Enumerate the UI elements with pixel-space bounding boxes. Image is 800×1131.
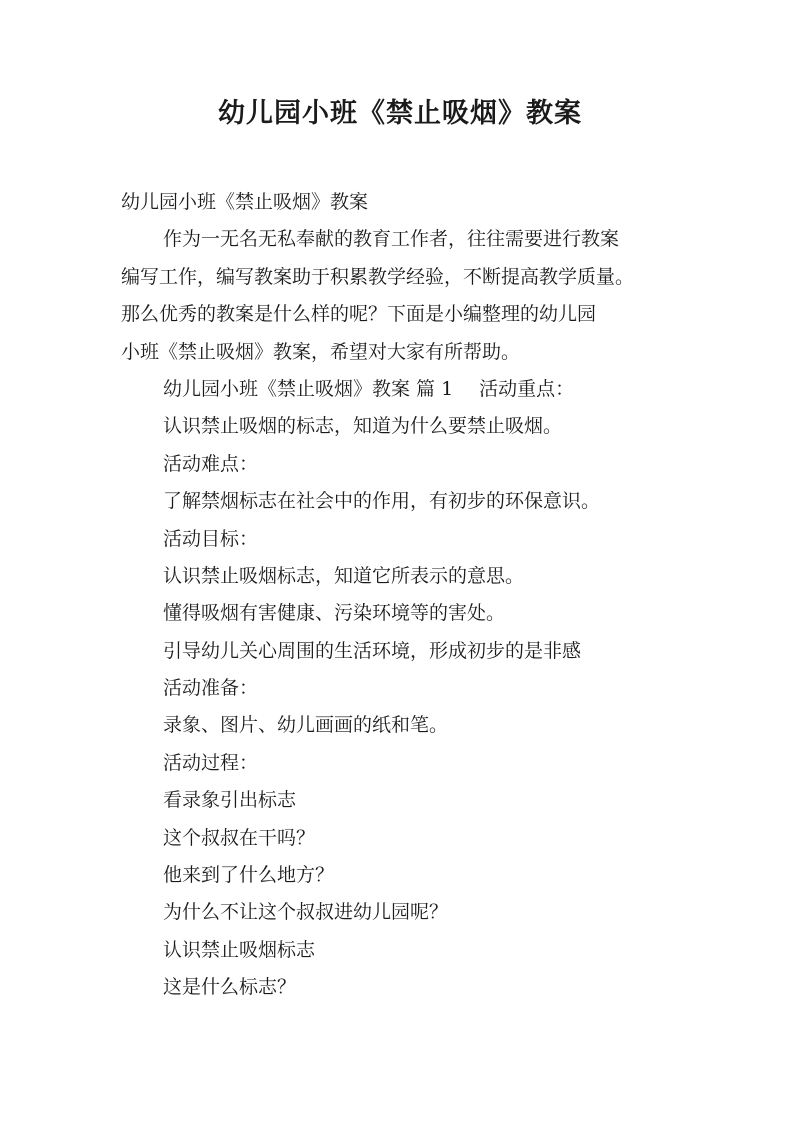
- content-line: 他来到了什么地方？: [163, 864, 335, 887]
- document-title: 幼儿园小班《禁止吸烟》教案: [218, 98, 582, 129]
- content-line: 录象、图片、幼儿画画的纸和笔。: [163, 714, 449, 737]
- content-line: 认识禁止吸烟标志，知道它所表示的意思。: [163, 564, 525, 587]
- intro-line: 小班《禁止吸烟》教案，希望对大家有所帮助。: [121, 340, 521, 363]
- intro-line: 编写工作，编写教案助于积累教学经验，不断提高教学质量。: [121, 265, 635, 288]
- content-line: 这是什么标志？: [163, 976, 297, 999]
- content-line: 认识禁止吸烟的标志，知道为什么要禁止吸烟。: [163, 415, 563, 438]
- section-heading: 幼儿园小班《禁止吸烟》教案 篇 1: [163, 377, 454, 400]
- section-heading-line: [121, 371, 691, 408]
- content-line: 看录象引出标志: [163, 789, 297, 812]
- content-line: 为什么不让这个叔叔进幼儿园呢？: [163, 901, 449, 924]
- content-line: 引导幼儿关心周围的生活环境，形成初步的是非感: [163, 639, 582, 662]
- content-line: 活动目标：: [163, 527, 259, 550]
- content-line: 这个叔叔在干吗？: [163, 826, 316, 849]
- content-line: 懂得吸烟有害健康、污染环境等的害处。: [163, 602, 506, 625]
- intro-line: 作为一无名无私奉献的教育工作者，往往需要进行教案: [163, 228, 620, 251]
- document-body: [121, 184, 691, 1007]
- content-line: 活动过程：: [163, 751, 259, 774]
- content-line: 活动准备：: [163, 677, 259, 700]
- intro-line: 那么优秀的教案是什么样的呢？下面是小编整理的幼儿园: [121, 303, 597, 326]
- content-line: 了解禁烟标志在社会中的作用，有初步的环保意识。: [163, 490, 601, 513]
- section-first-label: 活动重点：: [479, 377, 575, 400]
- subtitle-line: 幼儿园小班《禁止吸烟》教案: [121, 191, 369, 213]
- content-line: 活动难点：: [163, 452, 259, 475]
- content-line: 认识禁止吸烟标志: [163, 938, 316, 961]
